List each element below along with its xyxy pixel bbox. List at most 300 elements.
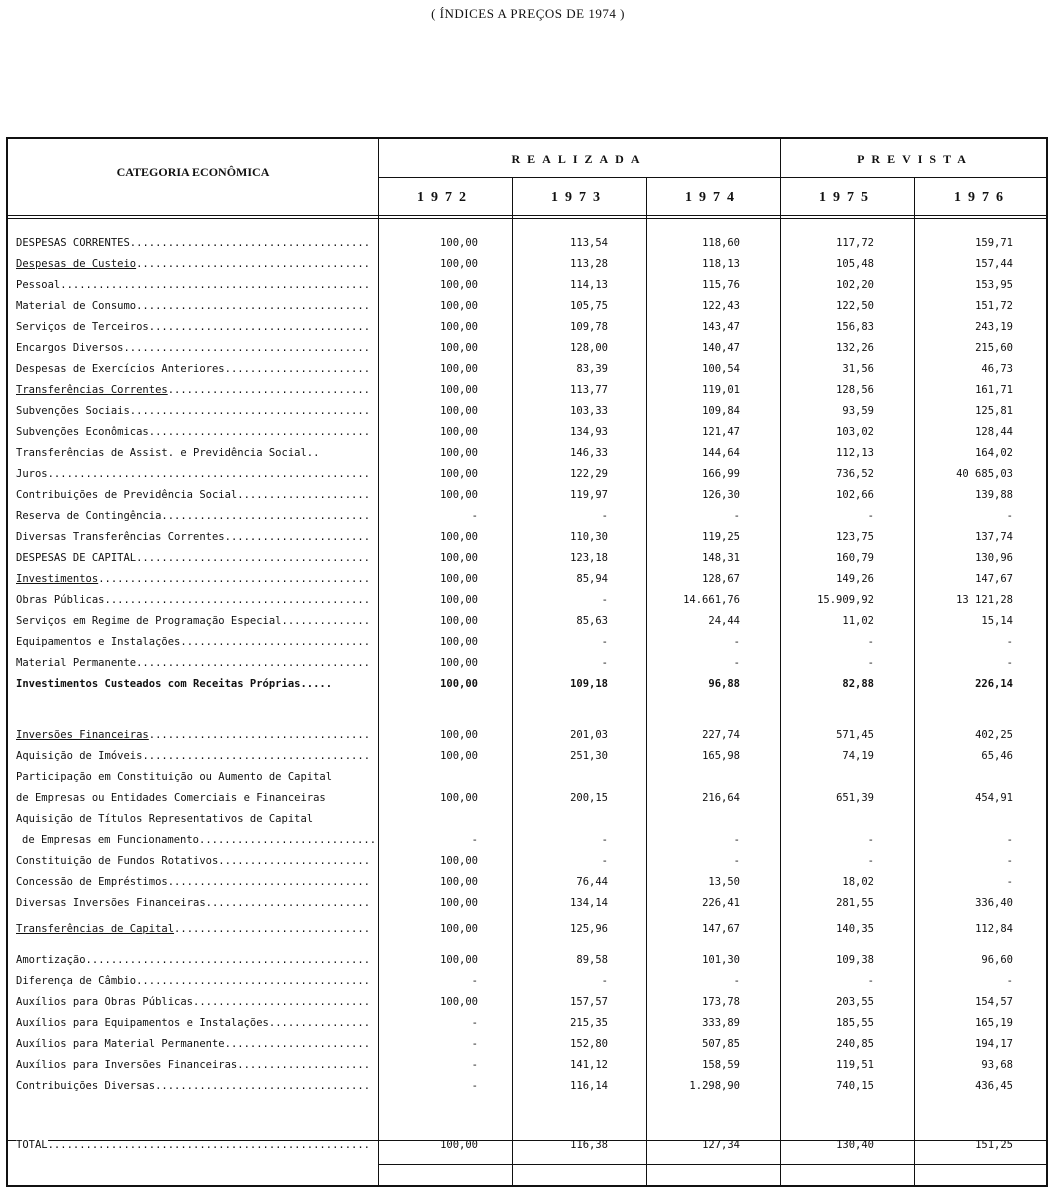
value-cell-1972: 100,00: [440, 792, 478, 804]
table-row: [8, 363, 1050, 383]
value-cell-1972: 100,00: [440, 552, 478, 564]
value-cell-1972: 100,00: [440, 426, 478, 438]
value-cell-1973: 134,93: [570, 426, 608, 438]
value-cell-1975: 93,59: [842, 405, 874, 417]
value-cell-1975: 122,50: [836, 300, 874, 312]
value-cell-1976: 112,84: [975, 923, 1013, 935]
table-row: [8, 405, 1050, 425]
value-cell-1975: 109,38: [836, 954, 874, 966]
value-cell-1976: 161,71: [975, 384, 1013, 396]
value-cell-1972: 100,00: [440, 876, 478, 888]
table-row: [8, 1059, 1050, 1079]
value-cell-1973: 105,75: [570, 300, 608, 312]
table-row: [8, 615, 1050, 635]
row-label-text: de Empresas em Funcionamento: [22, 834, 200, 846]
value-cell-1976: 93,68: [981, 1059, 1013, 1071]
value-cell-1972: -: [471, 834, 478, 846]
row-label: [16, 384, 372, 396]
value-cell-1975: 31,56: [842, 363, 874, 375]
value-cell-1974: 115,76: [702, 279, 740, 291]
value-cell-1976: 153,95: [975, 279, 1013, 291]
table-row: [8, 834, 1050, 854]
value-cell-1972: 100,00: [440, 531, 478, 543]
row-label-text: Subvenções Econômicas: [16, 426, 149, 438]
value-cell-1973: 125,96: [570, 923, 608, 935]
year-header-1976: 1976: [954, 190, 1010, 205]
value-cell-1974: 165,98: [702, 750, 740, 762]
table-row: [8, 876, 1050, 896]
table-row: [8, 678, 1050, 698]
value-cell-1973: -: [601, 657, 608, 669]
value-cell-1972: 100,00: [440, 468, 478, 480]
value-cell-1975: 18,02: [842, 876, 874, 888]
header-bottom-rule: [8, 218, 1046, 219]
value-cell-1976: 125,81: [975, 405, 1013, 417]
value-cell-1973: 215,35: [570, 1017, 608, 1029]
value-cell-1974: 128,67: [702, 573, 740, 585]
value-cell-1974: -: [733, 834, 740, 846]
row-label-text: Subvenções Sociais: [16, 405, 130, 417]
value-cell-1975: 149,26: [836, 573, 874, 585]
row-label: [16, 876, 372, 888]
table-row: [8, 1017, 1050, 1037]
value-cell-1973: 146,33: [570, 447, 608, 459]
value-cell-1972: -: [471, 975, 478, 987]
value-cell-1974: 96,88: [708, 678, 740, 690]
value-cell-1972: 100,00: [440, 678, 478, 690]
value-cell-1973: 141,12: [570, 1059, 608, 1071]
value-cell-1976: 164,02: [975, 447, 1013, 459]
value-cell-1975: 130,40: [836, 1139, 874, 1151]
row-label: [16, 342, 372, 354]
value-cell-1974: 144,64: [702, 447, 740, 459]
row-label-text: Diferença de Câmbio: [16, 975, 137, 987]
row-label: [16, 855, 372, 867]
value-cell-1976: 336,40: [975, 897, 1013, 909]
value-cell-1973: 113,54: [570, 237, 608, 249]
value-cell-1975: -: [867, 636, 874, 648]
row-label: [16, 1139, 372, 1151]
value-cell-1974: 140,47: [702, 342, 740, 354]
value-cell-1973: -: [601, 636, 608, 648]
value-cell-1974: -: [733, 510, 740, 522]
row-label-text: Serviços em Regime de Programação Especial: [16, 615, 282, 627]
row-label-text: Investimentos: [16, 573, 99, 585]
value-cell-1976: 46,73: [981, 363, 1013, 375]
row-label: [16, 813, 372, 825]
value-cell-1974: 100,54: [702, 363, 740, 375]
row-label: [16, 447, 372, 459]
value-cell-1975: 156,83: [836, 321, 874, 333]
value-cell-1975: 160,79: [836, 552, 874, 564]
table-row: [8, 897, 1050, 917]
value-cell-1974: -: [733, 636, 740, 648]
value-cell-1973: 119,97: [570, 489, 608, 501]
value-cell-1972: 100,00: [440, 1139, 478, 1151]
row-label-text: Diversas Transferências Correntes: [16, 531, 225, 543]
table-row: [8, 321, 1050, 341]
value-cell-1972: 100,00: [440, 279, 478, 291]
value-cell-1975: 740,15: [836, 1080, 874, 1092]
value-cell-1976: 243,19: [975, 321, 1013, 333]
value-cell-1973: 201,03: [570, 729, 608, 741]
value-cell-1975: -: [867, 657, 874, 669]
value-cell-1972: -: [471, 510, 478, 522]
value-cell-1975: 74,19: [842, 750, 874, 762]
value-cell-1975: 140,35: [836, 923, 874, 935]
table-row: [8, 636, 1050, 656]
budget-index-table: [6, 137, 1048, 1187]
value-cell-1974: 119,01: [702, 384, 740, 396]
value-cell-1972: 100,00: [440, 954, 478, 966]
row-label: [16, 750, 372, 762]
value-cell-1975: 571,45: [836, 729, 874, 741]
prevista-header: PREVISTA: [857, 152, 973, 166]
value-cell-1975: 102,66: [836, 489, 874, 501]
row-label: [16, 1059, 372, 1071]
row-label-text: DESPESAS CORRENTES: [16, 237, 130, 249]
value-cell-1974: 173,78: [702, 996, 740, 1008]
value-cell-1973: 116,38: [570, 1139, 608, 1151]
table-row: [8, 384, 1050, 404]
row-label-text: de Empresas ou Entidades Comerciais e Financeiras: [16, 792, 326, 804]
table-row: [8, 510, 1050, 530]
row-label: [16, 954, 372, 966]
value-cell-1972: 100,00: [440, 321, 478, 333]
value-cell-1972: 100,00: [440, 594, 478, 606]
table-row: [8, 750, 1050, 770]
value-cell-1974: 333,89: [702, 1017, 740, 1029]
value-cell-1975: 112,13: [836, 447, 874, 459]
value-cell-1976: 137,74: [975, 531, 1013, 543]
row-label: [16, 771, 372, 783]
value-cell-1975: 119,51: [836, 1059, 874, 1071]
value-cell-1972: -: [471, 1038, 478, 1050]
value-cell-1972: 100,00: [440, 237, 478, 249]
value-cell-1973: 113,28: [570, 258, 608, 270]
value-cell-1974: -: [733, 855, 740, 867]
row-label-text: Constituição de Fundos Rotativos: [16, 855, 219, 867]
value-cell-1974: 126,30: [702, 489, 740, 501]
row-label-text: Investimentos Custeados com Receitas Próprias.....: [16, 678, 333, 690]
value-cell-1976: 130,96: [975, 552, 1013, 564]
row-label-text: Material de Consumo: [16, 300, 137, 312]
value-cell-1974: 127,34: [702, 1139, 740, 1151]
value-cell-1976: 154,57: [975, 996, 1013, 1008]
row-label-text: Contribuições de Previdência Social: [16, 489, 238, 501]
table-row: [8, 771, 1050, 791]
table-row: [8, 300, 1050, 320]
value-cell-1973: 114,13: [570, 279, 608, 291]
value-cell-1973: 122,29: [570, 468, 608, 480]
row-label: [16, 237, 372, 249]
value-cell-1973: 128,00: [570, 342, 608, 354]
value-cell-1974: 226,41: [702, 897, 740, 909]
value-cell-1976: 215,60: [975, 342, 1013, 354]
value-cell-1973: 103,33: [570, 405, 608, 417]
value-cell-1976: -: [1006, 636, 1013, 648]
value-cell-1974: 143,47: [702, 321, 740, 333]
value-cell-1972: 100,00: [440, 300, 478, 312]
row-label-text: Aquisição de Títulos Representativos de Capital: [16, 813, 314, 825]
row-label: [16, 792, 372, 804]
row-label: [22, 834, 378, 846]
value-cell-1975: 203,55: [836, 996, 874, 1008]
table-row: [8, 996, 1050, 1016]
row-label-text: Diversas Inversões Financeiras: [16, 897, 206, 909]
table-row: [8, 954, 1050, 974]
value-cell-1974: 119,25: [702, 531, 740, 543]
value-cell-1973: 89,58: [576, 954, 608, 966]
table-row: [8, 279, 1050, 299]
row-label: [16, 426, 372, 438]
value-cell-1975: -: [867, 834, 874, 846]
value-cell-1972: 100,00: [440, 447, 478, 459]
row-label: [16, 510, 372, 522]
row-label-text: Concessão de Empréstimos: [16, 876, 168, 888]
value-cell-1972: 100,00: [440, 750, 478, 762]
value-cell-1975: 105,48: [836, 258, 874, 270]
value-cell-1972: 100,00: [440, 405, 478, 417]
value-cell-1975: 103,02: [836, 426, 874, 438]
value-cell-1976: 454,91: [975, 792, 1013, 804]
value-cell-1972: -: [471, 1080, 478, 1092]
value-cell-1973: 134,14: [570, 897, 608, 909]
value-cell-1973: -: [601, 510, 608, 522]
row-label: [16, 615, 372, 627]
row-label: [16, 489, 372, 501]
value-cell-1973: 85,94: [576, 573, 608, 585]
value-cell-1976: 139,88: [975, 489, 1013, 501]
row-label-text: Auxílios para Obras Públicas: [16, 996, 194, 1008]
table-row: [8, 1139, 1050, 1159]
value-cell-1976: 147,67: [975, 573, 1013, 585]
year-header-1972: 1972: [417, 190, 473, 205]
value-cell-1973: 157,57: [570, 996, 608, 1008]
value-cell-1973: 83,39: [576, 363, 608, 375]
table-row: [8, 855, 1050, 875]
realizada-header: REALIZADA: [511, 152, 647, 166]
row-label-text: Auxílios para Equipamentos e Instalações: [16, 1017, 269, 1029]
value-cell-1976: -: [1006, 876, 1013, 888]
row-label-text: Serviços de Terceiros: [16, 321, 149, 333]
value-cell-1972: 100,00: [440, 897, 478, 909]
row-label-text: Inversões Financeiras: [16, 729, 149, 741]
row-label: [16, 531, 372, 543]
row-label: [16, 923, 372, 935]
value-cell-1972: 100,00: [440, 923, 478, 935]
row-label-text: Despesas de Exercícios Anteriores: [16, 363, 225, 375]
value-cell-1973: 109,78: [570, 321, 608, 333]
value-cell-1976: 165,19: [975, 1017, 1013, 1029]
row-label: [16, 678, 372, 690]
row-label: [16, 363, 372, 375]
table-row: [8, 342, 1050, 362]
value-cell-1976: 96,60: [981, 954, 1013, 966]
value-cell-1973: 123,18: [570, 552, 608, 564]
value-cell-1973: 109,18: [570, 678, 608, 690]
value-cell-1976: -: [1006, 510, 1013, 522]
row-label-text: Material Permanente: [16, 657, 137, 669]
value-cell-1973: -: [601, 855, 608, 867]
table-row: [8, 1038, 1050, 1058]
row-label: [16, 552, 372, 564]
row-label-text: TOTAL: [16, 1139, 48, 1151]
value-cell-1972: 100,00: [440, 384, 478, 396]
value-cell-1976: -: [1006, 657, 1013, 669]
value-cell-1972: 100,00: [440, 489, 478, 501]
value-cell-1973: 76,44: [576, 876, 608, 888]
value-cell-1976: -: [1006, 855, 1013, 867]
value-cell-1974: 109,84: [702, 405, 740, 417]
value-cell-1975: -: [867, 975, 874, 987]
header-bottom-rule: [8, 215, 1046, 216]
row-label: [16, 1080, 372, 1092]
table-row: [8, 237, 1050, 257]
row-label: [16, 636, 372, 648]
total-bottom-rule: [378, 1164, 1046, 1165]
value-cell-1975: 736,52: [836, 468, 874, 480]
table-row: [8, 923, 1050, 943]
row-label: [16, 594, 372, 606]
value-cell-1974: 166,99: [702, 468, 740, 480]
value-cell-1974: 148,31: [702, 552, 740, 564]
table-row: [8, 657, 1050, 677]
value-cell-1973: 110,30: [570, 531, 608, 543]
value-cell-1972: -: [471, 1059, 478, 1071]
row-label-text: Aquisição de Imóveis: [16, 750, 143, 762]
value-cell-1974: 227,74: [702, 729, 740, 741]
value-cell-1976: 402,25: [975, 729, 1013, 741]
value-cell-1975: 117,72: [836, 237, 874, 249]
value-cell-1975: 11,02: [842, 615, 874, 627]
value-cell-1976: 13 121,28: [956, 594, 1013, 606]
value-cell-1974: 101,30: [702, 954, 740, 966]
row-label: [16, 1038, 372, 1050]
value-cell-1973: 116,14: [570, 1080, 608, 1092]
row-label-text: Obras Públicas: [16, 594, 105, 606]
row-label-text: Reserva de Contingência: [16, 510, 162, 522]
value-cell-1974: 13,50: [708, 876, 740, 888]
row-label-text: Contribuições Diversas: [16, 1080, 156, 1092]
value-cell-1974: 216,64: [702, 792, 740, 804]
table-row: [8, 573, 1050, 593]
value-cell-1974: 158,59: [702, 1059, 740, 1071]
row-label: [16, 729, 372, 741]
value-cell-1976: 151,25: [975, 1139, 1013, 1151]
value-cell-1974: 14.661,76: [683, 594, 740, 606]
value-cell-1976: 65,46: [981, 750, 1013, 762]
value-cell-1974: 118,13: [702, 258, 740, 270]
row-label-text: Amortização: [16, 954, 86, 966]
value-cell-1973: -: [601, 834, 608, 846]
row-label: [16, 468, 372, 480]
value-cell-1973: 113,77: [570, 384, 608, 396]
value-cell-1973: -: [601, 594, 608, 606]
value-cell-1975: 651,39: [836, 792, 874, 804]
row-label: [16, 300, 372, 312]
value-cell-1976: 436,45: [975, 1080, 1013, 1092]
row-label-text: Transferências de Assist. e Previdência Social..: [16, 447, 320, 459]
row-label-text: Despesas de Custeio: [16, 258, 137, 270]
value-cell-1972: 100,00: [440, 363, 478, 375]
row-label-text: DESPESAS DE CAPITAL: [16, 552, 137, 564]
row-label: [16, 1017, 372, 1029]
value-cell-1975: 102,20: [836, 279, 874, 291]
value-cell-1974: 118,60: [702, 237, 740, 249]
value-cell-1973: 152,80: [570, 1038, 608, 1050]
value-cell-1972: -: [471, 1017, 478, 1029]
table-row: [8, 729, 1050, 749]
row-label: [16, 897, 372, 909]
value-cell-1975: -: [867, 510, 874, 522]
row-label: [16, 321, 372, 333]
value-cell-1976: 194,17: [975, 1038, 1013, 1050]
value-cell-1973: 200,15: [570, 792, 608, 804]
table-row: [8, 975, 1050, 995]
row-label: [16, 657, 372, 669]
row-label: [16, 405, 372, 417]
row-label: [16, 573, 372, 585]
row-label-text: Juros: [16, 468, 48, 480]
value-cell-1976: 159,71: [975, 237, 1013, 249]
value-cell-1974: 121,47: [702, 426, 740, 438]
value-cell-1976: 157,44: [975, 258, 1013, 270]
value-cell-1974: 1.298,90: [689, 1080, 740, 1092]
row-label-text: Pessoal: [16, 279, 61, 291]
row-label-text: Auxílios para Material Permanente: [16, 1038, 225, 1050]
value-cell-1972: 100,00: [440, 855, 478, 867]
table-row: [8, 258, 1050, 278]
value-cell-1972: 100,00: [440, 258, 478, 270]
year-header-1975: 1975: [819, 190, 875, 205]
value-cell-1975: 123,75: [836, 531, 874, 543]
table-row: [8, 531, 1050, 551]
value-cell-1975: 15.909,92: [817, 594, 874, 606]
value-cell-1973: -: [601, 975, 608, 987]
table-row: [8, 552, 1050, 572]
year-header-1973: 1973: [551, 190, 607, 205]
row-label: [16, 279, 372, 291]
value-cell-1972: 100,00: [440, 636, 478, 648]
table-row: [8, 792, 1050, 812]
value-cell-1975: 132,26: [836, 342, 874, 354]
table-row: [8, 447, 1050, 467]
value-cell-1976: 128,44: [975, 426, 1013, 438]
table-row: [8, 489, 1050, 509]
value-cell-1974: -: [733, 657, 740, 669]
value-cell-1975: 240,85: [836, 1038, 874, 1050]
row-label: [16, 975, 372, 987]
table-row: [8, 813, 1050, 833]
row-label-text: Encargos Diversos: [16, 342, 124, 354]
category-header: CATEGORIA ECONÔMICA: [116, 165, 270, 179]
value-cell-1972: 100,00: [440, 573, 478, 585]
table-row: [8, 426, 1050, 446]
table-row: [8, 594, 1050, 614]
value-cell-1976: 151,72: [975, 300, 1013, 312]
value-cell-1974: 507,85: [702, 1038, 740, 1050]
value-cell-1972: 100,00: [440, 996, 478, 1008]
value-cell-1975: 185,55: [836, 1017, 874, 1029]
row-label: [16, 258, 372, 270]
value-cell-1974: 24,44: [708, 615, 740, 627]
value-cell-1976: -: [1006, 834, 1013, 846]
value-cell-1974: 122,43: [702, 300, 740, 312]
value-cell-1975: -: [867, 855, 874, 867]
value-cell-1976: 40 685,03: [956, 468, 1013, 480]
header-divider: [378, 177, 1046, 178]
